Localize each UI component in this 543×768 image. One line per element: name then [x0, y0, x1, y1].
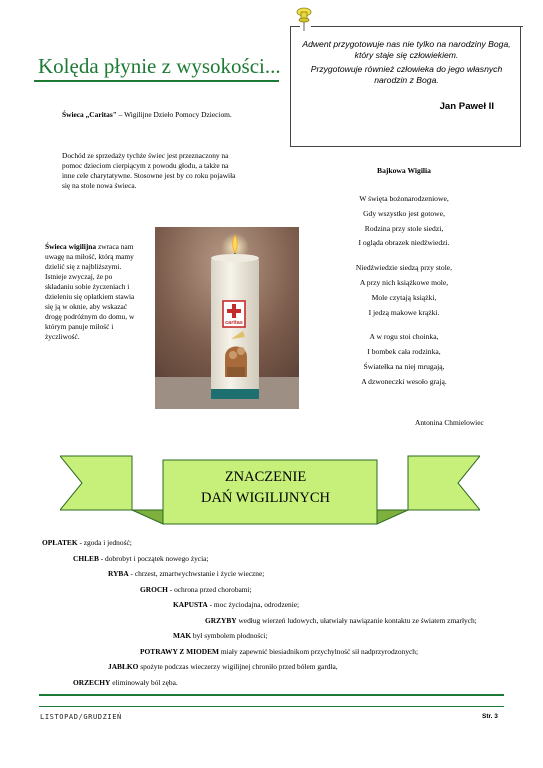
poem-line: A przy nich książkowe mole, — [359, 277, 449, 287]
poem-title: Bajkowa Wigilia — [377, 166, 431, 175]
caritas-paragraph — [62, 110, 248, 120]
caritas-text: – Wigilijne Dzieło Pomocy Dzieciom. — [116, 110, 232, 119]
list-item — [140, 647, 418, 656]
dish-meaning: był symbolem płodności; — [191, 631, 268, 640]
banner-line-1: ZNACZENIE — [224, 469, 307, 485]
dish-meaning: według wierzeń ludowych, ułatwiały nawiązanie kontaktu ze światem zmarłych; — [236, 616, 477, 625]
poem-line: I bombek cała rodzinka, — [367, 347, 441, 357]
footer-issue: LISTOPAD/GRUDZIEŃ — [40, 713, 122, 721]
dish-meaning: - chrzest, zmartwychwstanie i życie wieczne; — [128, 569, 265, 578]
poem — [330, 192, 478, 390]
dish-name: OPŁATEK — [42, 538, 78, 547]
poem-line: A w rogu stoi choinka, — [369, 332, 439, 342]
footer-rule — [39, 706, 504, 707]
caritas-bold: Świeca „Caritas" — [62, 110, 117, 119]
poem-stanza — [330, 192, 478, 251]
list-item — [205, 616, 477, 625]
dish-name: CHLEB — [73, 554, 99, 563]
poem-line: Niedźwiedzie siedzą przy stole, — [355, 263, 453, 273]
dish-meaning: - zgoda i jedność; — [77, 538, 132, 547]
wigilijna-text: zwraca nam uwagę na miłość, którą mamy dzielić się z najbliższymi. Istnieje zwyczaj, że po składaniu sobie życzeniach i dzieleniu się opłatkiem stawia się ją w oknie, aby wskazać drogę podróżnym do domu, w którym panuje miłość i życzliwość. — [45, 242, 135, 341]
dish-meaning: spożyte podczas wieczerzy wigilijnej chroniło przed bólem gardła, — [138, 662, 338, 671]
footer-rule — [39, 694, 504, 696]
dish-name: RYBA — [108, 569, 129, 578]
title-underline — [34, 80, 279, 82]
banner-heading — [163, 467, 368, 509]
candle-illustration — [155, 227, 299, 409]
dish-name: GRZYBY — [205, 616, 237, 625]
dish-meaning: miały zapewnić biesiadnikom przychylność sił nadprzyrodzonych; — [218, 647, 419, 656]
dish-name: POTRAWY Z MIODEM — [140, 647, 219, 656]
quote-author: Jan Paweł II — [439, 101, 494, 112]
quote-text — [299, 39, 514, 86]
poem-stanza — [330, 261, 478, 320]
list-item — [42, 538, 132, 547]
dish-name: ORZECHY — [73, 678, 111, 687]
poem-line: Mole czytają książki, — [371, 292, 437, 302]
dish-meaning: - moc życiodajna, odrodzenie; — [207, 600, 300, 609]
quote-line-1: Adwent przygotowuje nas nie tylko na narodziny Boga, który staje się człowiekiem. — [302, 39, 511, 60]
pushpin-icon — [292, 6, 316, 32]
poem-line: W święta bożonarodzeniowe, — [359, 194, 449, 203]
list-item — [173, 631, 268, 640]
quote-box — [290, 26, 521, 147]
dish-name: GROCH — [140, 585, 168, 594]
page-title: Kolęda płynie z wysokości... — [38, 54, 281, 78]
page-number: Str. 3 — [482, 713, 498, 720]
dish-name: MAK — [173, 631, 192, 640]
sale-paragraph: Dochód ze sprzedaży tychże świec jest przeznaczony na pomoc dzieciom cierpiącym z powodu głodu, a także na inne cele charytatywne. Stosowne jest by co roku pojawiła się na stole nowa świeca. — [62, 151, 236, 190]
list-item — [173, 600, 299, 609]
dish-name: JABŁKO — [108, 662, 139, 671]
dish-meaning: eliminowały ból zęba. — [110, 678, 178, 687]
banner-line-2: DAŃ WIGILIJNYCH — [200, 490, 330, 506]
poem-line: A dzwoneczki wesoło grają. — [361, 376, 447, 386]
dish-meaning: - dobrobyt i początek nowego życia; — [98, 554, 209, 563]
quote-line-2: Przygotowuje również człowieka do jego własnych narodzin z Boga. — [310, 64, 503, 85]
wigilijna-bold: Świeca wigilijna — [45, 242, 97, 251]
dish-meaning: - ochrona przed chorobami; — [167, 585, 252, 594]
poem-line: Światełka na niej mrugają, — [363, 361, 445, 371]
list-item — [108, 569, 264, 578]
poem-stanza — [330, 330, 478, 389]
list-item — [108, 662, 338, 671]
candle-label: caritas — [225, 320, 243, 326]
poem-line: I jedzą makowe krążki. — [368, 307, 440, 317]
list-item — [140, 585, 252, 594]
poem-line: Rodzina przy stole siedzi, — [364, 223, 444, 233]
poem-author: Antonina Chmielowiec — [415, 418, 484, 427]
poem-line: I ogląda obrazek niedźwiedzi. — [358, 238, 450, 248]
poem-line: Gdy wszystko jest gotowe, — [363, 208, 445, 218]
list-item — [73, 678, 178, 687]
candle-photo — [155, 227, 299, 409]
dish-name: KAPUSTA — [173, 600, 208, 609]
list-item — [73, 554, 208, 563]
wigilijna-paragraph — [45, 242, 142, 342]
